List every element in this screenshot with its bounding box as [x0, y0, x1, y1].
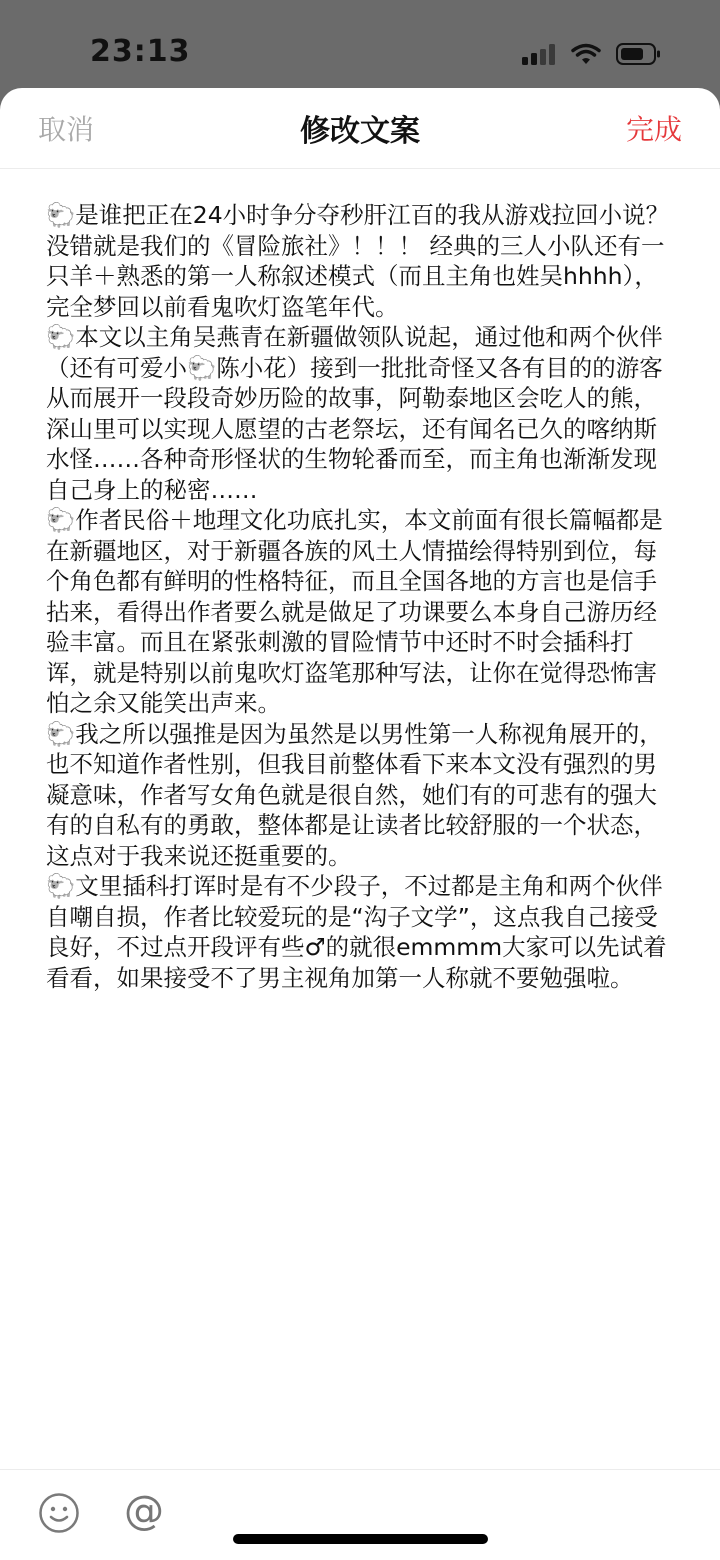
battery-icon	[616, 42, 662, 66]
wifi-icon	[570, 42, 602, 66]
status-bar	[0, 0, 720, 88]
paragraph-text: 文里插科打诨时是有不少段子，不过都是主角和两个伙伴自嘲自损，作者比较爱玩的是“沟子文学”，这点我自己接受良好，不过点开段评有些♂的就很emmmm大家可以先试着看看，如果接受不了男主视角加第一人称就不要勉强啦。	[46, 872, 667, 992]
paragraph-text: 我之所以强推是因为虽然是以男性第一人称视角展开的，也不知道作者性别，但我目前整体看下来本文没有强烈的男凝意味，作者写女角色就是很自然，她们有的可悲有的强大有的自私有的勇敢，整体都是让读者比较舒服的一个状态，这点对于我来说还挺重要的。	[46, 719, 663, 870]
sheep-icon: 🐑	[187, 353, 217, 382]
caption-paragraph	[46, 505, 674, 719]
paragraph-text: 作者民俗＋地理文化功底扎实，本文前面有很长篇幅都是在新疆地区，对于新疆各族的风土人情描绘得特别到位，每个角色都有鲜明的性格特征，而且全国各地的方言也是信手拈来，看得出作者要么就是做足了功课要么本身自己游历经验丰富。而且在紧张刺激的冒险情节中还时不时会插科打诨，就是特别以前鬼吹灯盗笔那种写法，让你在觉得恐怖害怕之余又能笑出声来。	[46, 506, 663, 717]
sheep-icon: 🐑	[46, 506, 76, 534]
done-button[interactable]: 完成	[625, 113, 682, 146]
caption-paragraph	[46, 200, 674, 322]
status-icons	[522, 40, 662, 68]
edit-caption-sheet	[0, 88, 720, 1560]
caption-text-editor[interactable]	[46, 200, 674, 993]
home-indicator	[233, 1534, 488, 1544]
sheep-icon: 🐑	[46, 323, 76, 351]
cellular-signal-icon	[522, 43, 556, 65]
caption-paragraph	[46, 719, 674, 872]
caption-paragraph	[46, 871, 674, 993]
paragraph-text: 陈小花）接到一批批奇怪又各有目的的游客从而展开一段段奇妙历险的故事，阿勒泰地区会吃人的熊，深山里可以实现人愿望的古老祭坛，还有闻名已久的喀纳斯水怪……各种奇形怪状的生物轮番而至，而主角也渐渐发现自己身上的秘密……	[46, 353, 663, 504]
paragraph-text: 是谁把正在24小时争分夺秒肝江百的我从游戏拉回小说？没错就是我们的《冒险旅社》！！！ 经典的三人小队还有一只羊＋熟悉的第一人称叙述模式（而且主角也姓吴hhhh），完全梦回以前看鬼吹灯盗笔年代。	[46, 201, 670, 321]
status-time: 23:13	[90, 34, 191, 69]
sheep-icon: 🐑	[46, 719, 76, 748]
nav-bar	[0, 88, 720, 169]
sheep-icon: 🐑	[46, 201, 76, 229]
smiley-icon[interactable]	[38, 1492, 80, 1534]
caption-paragraph	[46, 322, 674, 505]
sheep-icon: 🐑	[46, 872, 76, 900]
mention-icon[interactable]: @	[124, 1488, 164, 1534]
page-title: 修改文案	[300, 114, 420, 149]
bottom-toolbar	[0, 1469, 720, 1560]
cancel-button[interactable]: 取消	[38, 113, 95, 146]
paragraph-text: 本文以主角吴燕青在新疆做领队说起，通过他和两个伙伴（还有可爱小	[46, 323, 663, 382]
